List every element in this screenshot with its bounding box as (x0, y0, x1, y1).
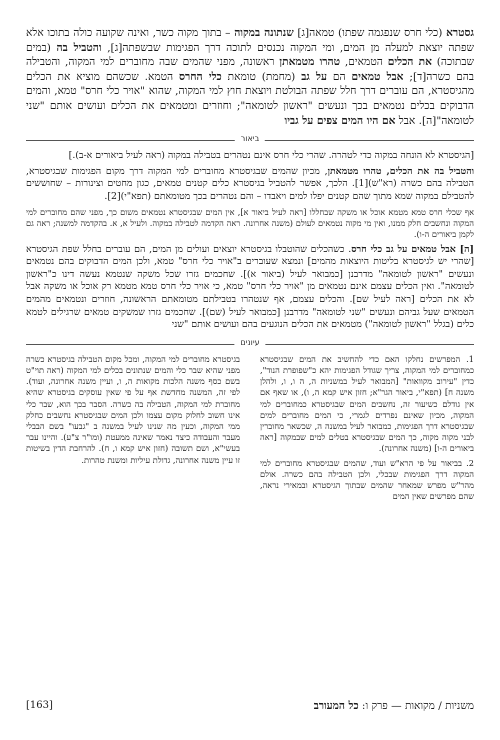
mishnah-heading: והטביל בה (56, 41, 102, 54)
running-title-prefix: משניות / מקואות — פרק ו: (358, 700, 474, 712)
page-body (26, 26, 474, 505)
explanation-footnote: אף שכלי חרס טמא מטמא אוכל או משקה שבחללו [ראה לעיל ביאור א], אין המים שבגיסטרא נטמאים משום כך, מפני שהם מחוברים למי המקוה ונחשבים חלק ממנו, ואין מי מקוה נטמאים לעולם (משנה אחרונה. ראה הקדמה לטבילה במקוה. ולעיל א, א. בהקדמה למשנה; ראה גם לקמן ביאורים ה-ו). (26, 206, 474, 239)
explanation-run: . כשהכלים שהוטבלו בגיסטרא יוצאים ועולים מן המים, הם עוברים בחלל שפת הגיסטרא [שהרי יש לגיסטרא בליטות היוצאות מהמים] ונמצא שעוברים ב"אויר כלי חרס" טמא, ולכן המים הדבוקים בהם נטמאים ונעשים "ראשון לטומאה" מדרבנן [כמבואר לעיל (ביאור א)]. שחכמים גזרו שכל משקה שנטמא נעשה דינו כ"ראשון לטומאה". ואין הכלים עצמם אינם נטמאים מן "אויר כלי חרס" טמא, כי אויר כלי חרס טמא מטמא רק אוכל או משקה אבל לא את הכלים [ראה לעיל שם]. והכלים עצמם, אף שנטהרו בטבילתם מטומאתם הראשונה, חוזרים ונטמאים מהמים הטמאים שעל גביהם ונעשים "שני לטומאה" מדרבנן [כמבואר לעיל (שם)]. שחכמים גזרו שמשקים טמאים שרגילים לטמא כלים (בגלל "ראשון לטומאה") מטמאים את הכלים הנוגעים בהם ועושים אותם "שני (26, 243, 474, 331)
note-paragraph: בגיסטרא מחוברים למי המקוה, ומכל מקום הטבילה בגיסטרא כשרה מפני שהיא שבר כלי והמים שנתונים בכלים למי המקוה (ראה תוי"ט בשם כסף משנה הלכות מקואות ה, ו, ועיין משנה אחרונה, ועוד). לפי זה, המשנה מחדשת אף על פי שאין עוסקים בגיסטרא שהיא מחוברת למי המקוה, הטבילה בה כשרה. הסבר בכך הוא, שבר כלי אינו חשוב לחלוק מקום עצמו ולכן המים שבגיסטרא נחשבים כחלק ממי המקוה, וכעין מה שנינו לעיל במשנה ב "גבעו" בשם הבבלי מעבר והעבודה כיצד נאמר שאינה ממעטת (ומו"ר צ"ע). והיינו עבר בעשי"א, ושם תשובה (חזון איש קמא ו, ח). להרחבת הדין בשיטות זו עיין משנה אחרונה, גדולת עיליות ומשנת טהרות. (26, 353, 240, 465)
mishnah-run: הם (326, 70, 352, 83)
page-footer (26, 700, 474, 716)
explanation-paragraph (26, 244, 474, 332)
mishnah-run: (במים שבתוכה) (26, 41, 474, 69)
explanation-paragraph (26, 166, 474, 204)
mishnah-heading: כלי החרס (179, 70, 222, 83)
divider-label: ביאור (235, 134, 265, 144)
mishnah-heading: טהרו מטמאתן (279, 56, 340, 69)
mishnah-heading: גסטרא (446, 27, 474, 39)
mishnah-heading: על גב (301, 70, 327, 83)
running-title (314, 700, 474, 712)
mishnah-heading: את הכלים (387, 56, 432, 69)
page-number: [163] (26, 700, 53, 711)
mishnah-run: (כלי חרס שנפגמה שפתו) טמאה[ג] (293, 27, 447, 39)
mishnah-run: ראשונה, מפני שהמים שבה מחוברים למי המקוה, והטבילה בהם כשרה[ד]; (26, 56, 474, 83)
explanation-paragraph: [הגיסטרא לא הונחה במקוה כדי לטהרה. שהרי כלי חרס אינם נטהרים בטבילה במקוה (ראה לעיל ביאורים א-ב).] (68, 150, 474, 162)
explanation-heading: והטביל בה את הכלים, טהרו מטמאתן (327, 165, 474, 177)
notes-column-left (26, 354, 240, 506)
explanation-heading: [ה] אבל טמאים על גב כלי חרס (351, 243, 474, 255)
explanation-run: , מכיון שהמים שבגיסטרא מחוברים למי המקוה דרך מקום הפגימות שבגיסטרא, הטבילה בהם כשרה (רא"ש)[1]. הלכך, אפשר להטביל בגיסטרא כלים קטנים טמאים, כגון מחטים וצינורות – שחוששים להטבילם במקוה שמא מתוך שהם קטנים יפלו למים ויאבדו – והם נטהרים בכך מטומאתם (תפא"י)[2]. (26, 165, 474, 202)
mishnah-text (26, 26, 474, 128)
notes-columns (26, 354, 474, 506)
explanation-divider (26, 135, 474, 145)
notes-column-right (260, 354, 474, 506)
mishnah-run: הטמאים, (340, 56, 388, 69)
mishnah-heading: אם היו המים צפים על גביו (284, 114, 396, 127)
notes-divider (26, 339, 474, 349)
running-title-chapter: כל המעורב (313, 700, 359, 712)
mishnah-run: (מחמת) טומאת (221, 70, 302, 83)
note-paragraph: 1. המפרשים נחלקו האם כדי להחשיב את המים שבגיסטרא כמחוברים למי המקוה, צריך שגודל הפגימות יהא כ"שפופרת הנוד", כדין "עירוב מקוואות" [המבואר לעיל במשניות ה, ה ו, ו, ולהלן משנה ח] (תפא"י, ביאור הגר"א; חזון איש קמא ה, ו), או שאף אם אין גודלם כשיעור זה, נחשבים המים שבגיסטרא כמחוברים למי המקוה, מכיון שאינם נפרדים לגמרי, כי המים מחוברים למים שבגיסטרא דרך הפגימות, כמבואר לעיל במשנה ה, שכשאר מחוברין לבני מקוה מקוה, כך המים שבגיסטרא בטלים למים שבמקוה [ראה ביאורים ה-ו] (משנה אחרונה). (260, 353, 474, 454)
note-paragraph: 2. בביאור על פי הרא"ש ועוד, שהמים שבגיסטרא מחוברים למי המקוה דרך הפגימות שבכלי, ולכן הטבילה בהם כשרה. אולם מהר"ש מפרש שמאחר שהמים שבתוך הגיסטרא ובמאירי נראה, שהם מפרשים שאין המים (260, 457, 474, 502)
mishnah-heading: אבל טמאים (351, 70, 404, 83)
divider-label: עיונים (234, 338, 265, 348)
mishnah-heading: שנתונה במקוה (234, 27, 294, 39)
mishnah-run: הטמא. שכשהם מוציא את הכלים מהגיסטרא, הם עוברים דרך חלל שפתה הבולטת ויוצאת חוץ למי המקוה, שהוא "אויר כלי חרס" טמא, והמים הדבוקים בכלים נטמאים בכך ונעשים "ראשון לטומאה"; וחוזרים ומטמאים את הכלים ועושים אותם "שני לטומאה"[ה]. אבל (26, 70, 474, 127)
mishnah-run: – בתוך מקוה כשר, ואינה שקועה כולה בתוכו אלא שפתה יוצאת למעלה מן המים, ומי המקוה נכנסים לתוכה דרך הפגימות שבשפתה[ג], (26, 27, 475, 54)
